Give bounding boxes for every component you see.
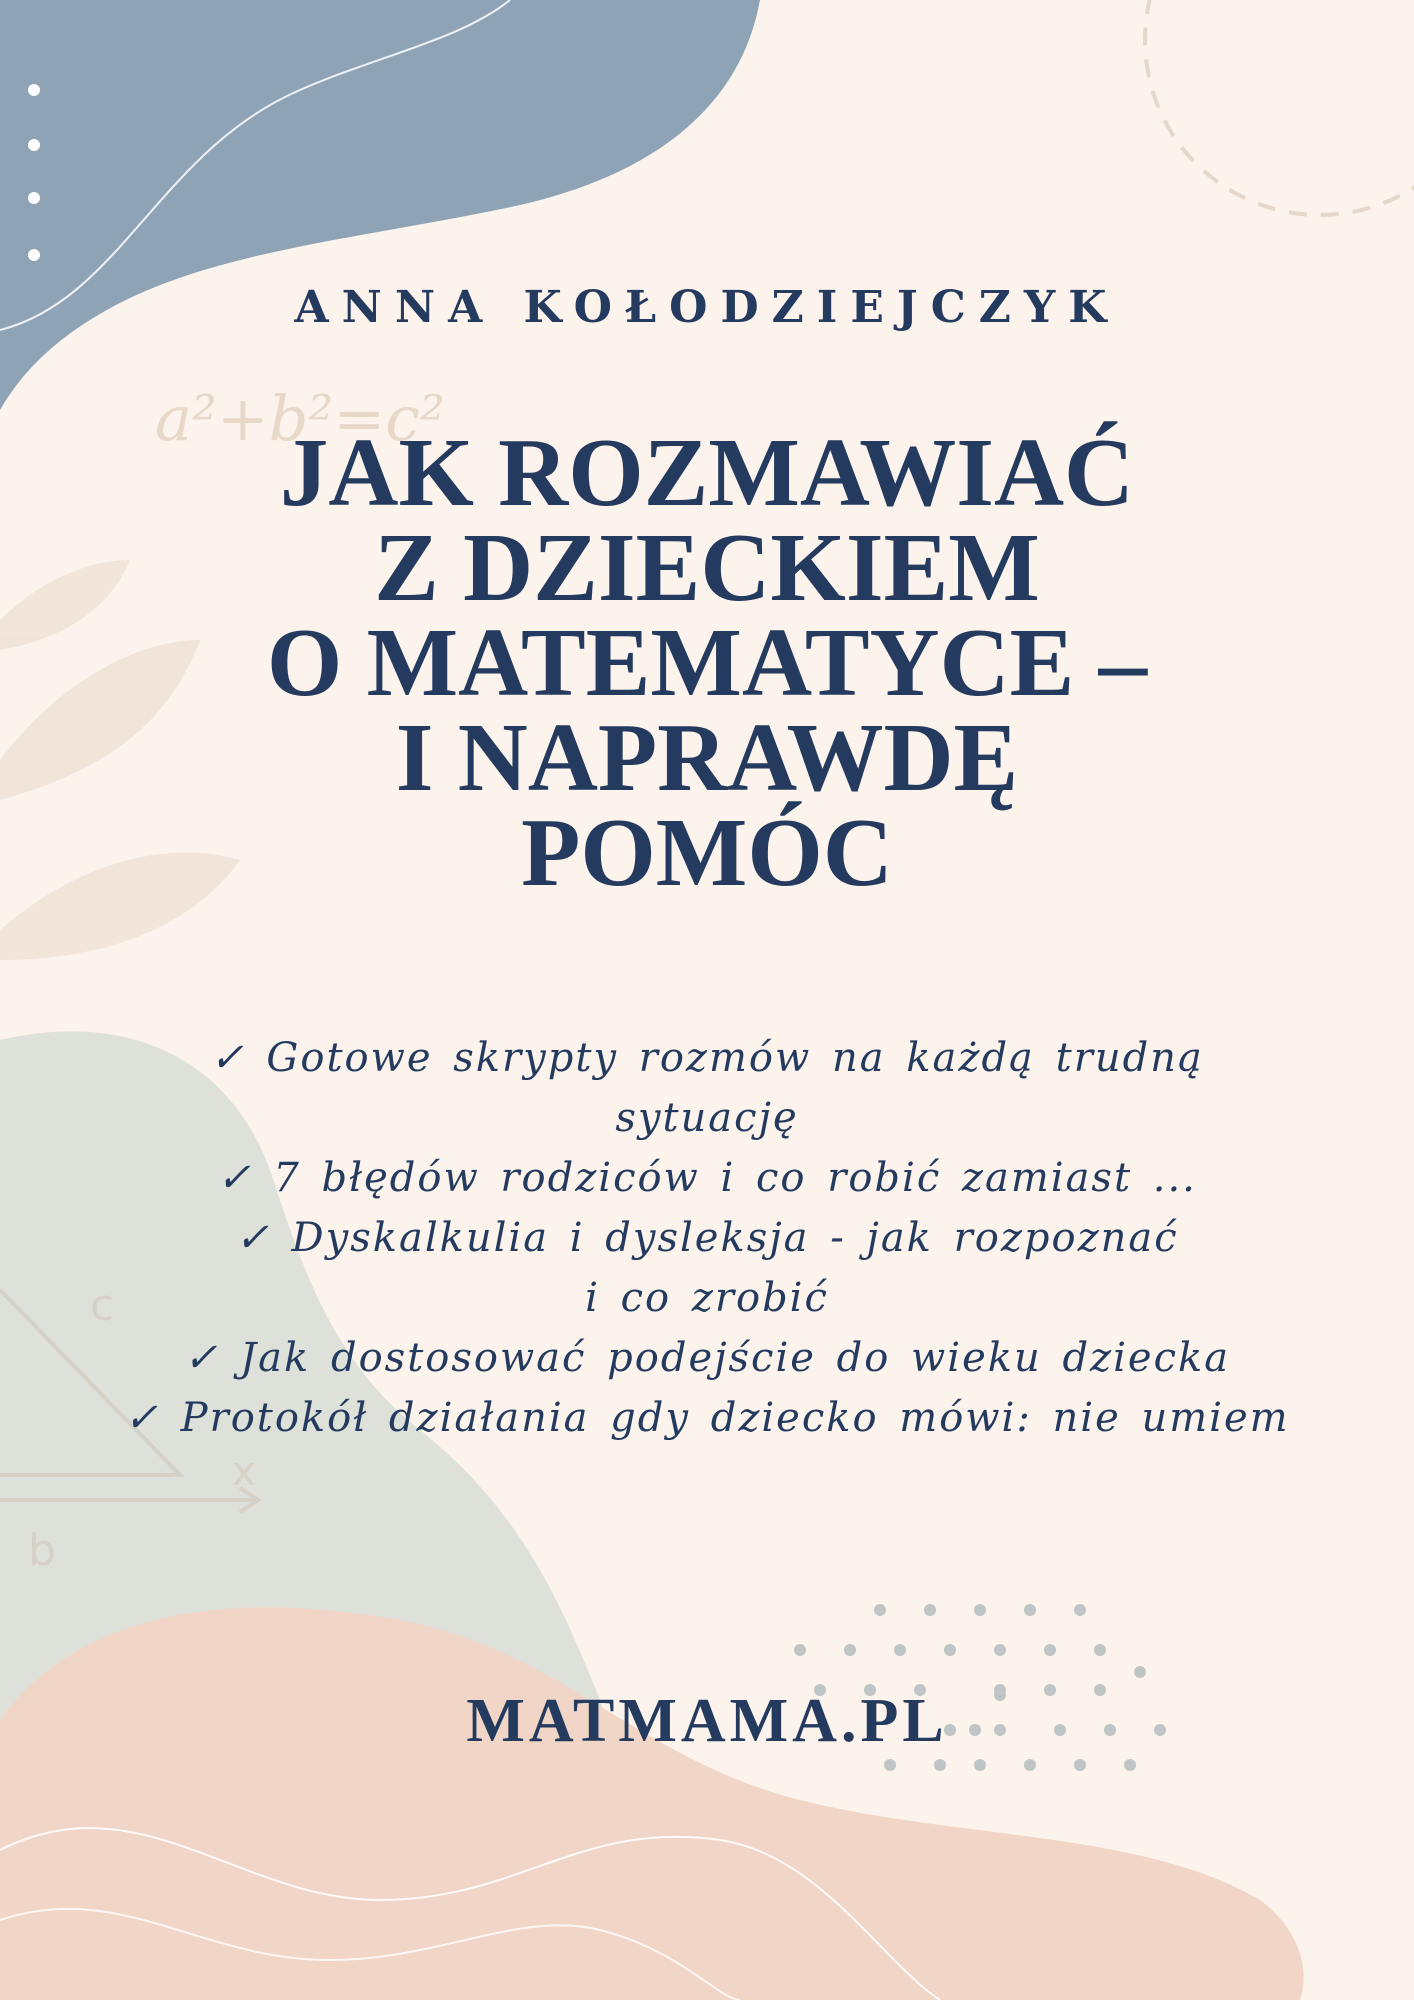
title-line: JAK ROZMAWIAĆ: [279, 419, 1135, 526]
feature-line: i co zrobić: [585, 1275, 829, 1321]
triangle-label-x: x: [232, 1449, 256, 1495]
triangle-label-c: c: [90, 1280, 115, 1331]
website-url: MATMAMA.PL: [466, 1687, 948, 1755]
peach-blob-shape: [0, 1607, 1304, 2000]
feature-line: ✓ Protokół działania gdy dziecko mówi: nie umiem: [124, 1395, 1290, 1441]
triangle-label-b: b: [28, 1525, 56, 1576]
title-line: Z DZIECKIEM: [374, 514, 1040, 621]
title-line: O MATEMATYCE –: [266, 609, 1148, 716]
feature-line: ✓ Gotowe skrypty rozmów na każdą trudną: [210, 1035, 1204, 1081]
dashed-circle-decoration: [1145, 0, 1414, 215]
blue-blob-shape: [0, 0, 760, 410]
title-line: I NAPRAWDĘ: [395, 704, 1019, 811]
formula-decoration: a²+b²=c²: [155, 382, 445, 455]
feature-list: [120, 1028, 1294, 1448]
feature-line: ✓ 7 błędów rodziców i co robić zamiast ...: [217, 1155, 1197, 1201]
feature-line: ✓ Dyskalkulia i dysleksja - jak rozpoznać: [235, 1215, 1179, 1261]
author-name: ANNA KOŁODZIEJCZYK: [294, 282, 1120, 333]
title-line: POMÓC: [521, 799, 893, 906]
feature-line: ✓ Jak dostosować podejście do wieku dziecka: [183, 1335, 1231, 1381]
feature-line: sytuację: [615, 1095, 799, 1141]
book-title: [100, 419, 1314, 906]
